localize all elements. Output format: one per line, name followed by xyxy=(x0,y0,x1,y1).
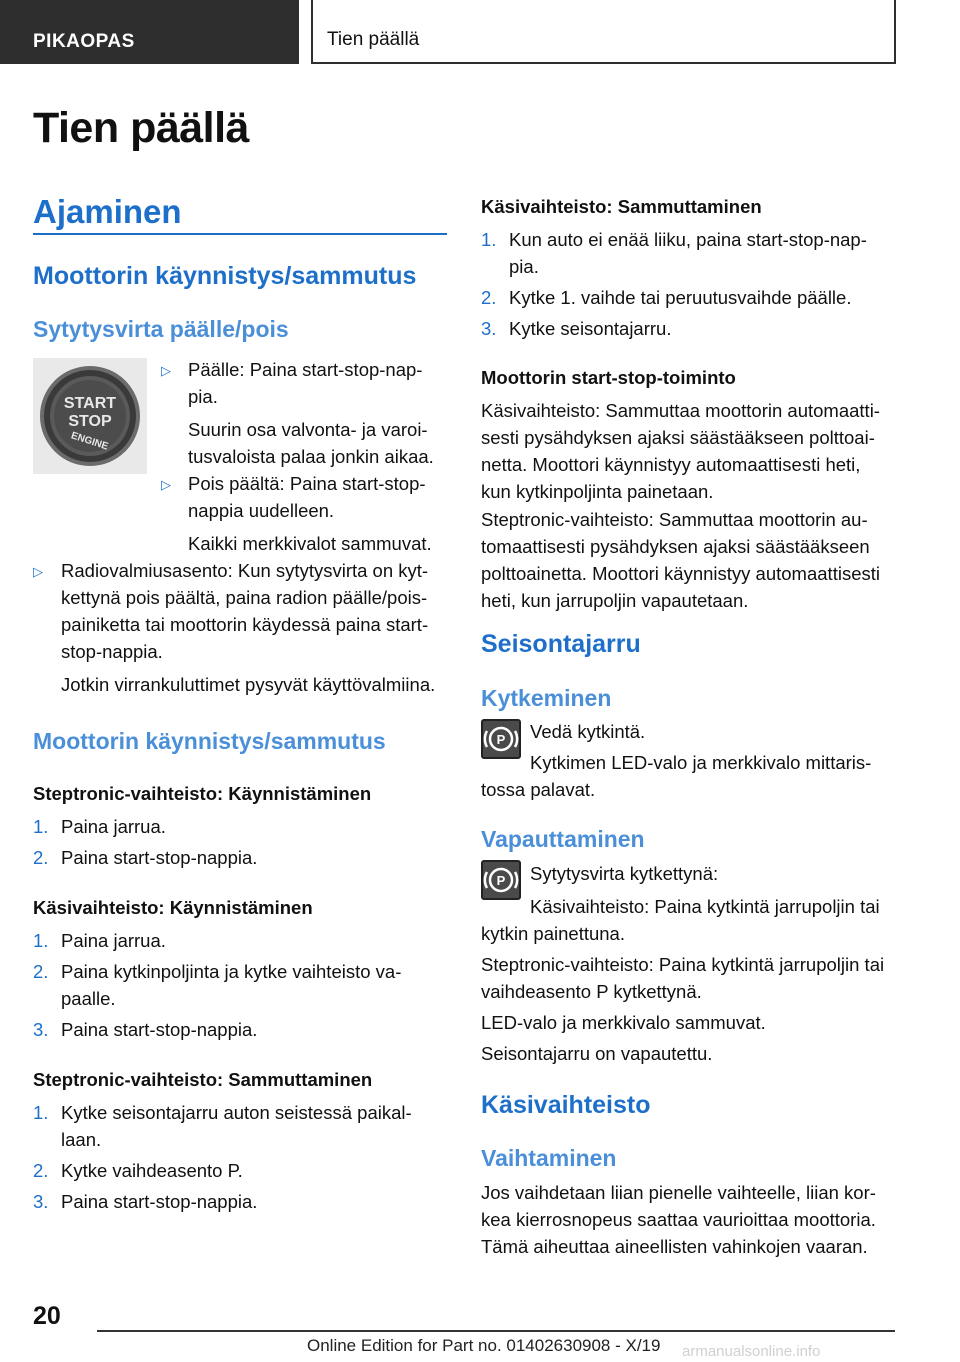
triangle-bullet-icon: ▷ xyxy=(33,564,43,579)
release-led-note: LED-valo ja merkkivalo sammuvat. xyxy=(481,1012,766,1033)
page-title: Tien päällä xyxy=(33,104,249,152)
heading-shifting: Vaihtaminen xyxy=(481,1145,617,1171)
button-label-engine: ENGINE xyxy=(69,430,110,453)
start-stop-button-image xyxy=(33,358,147,474)
release-manual: Käsivaihteisto: Paina kytkintä jarrupoljin tai kytkin painettuna. xyxy=(481,896,880,944)
shifting-warning: Jos vaihdetaan liian pienelle vaihteelle, liian kor- kea kierrosnopeus saattaa vaurioittaa moottoria. Tämä aiheuttaa aineellisten vahinkojen vaaran. xyxy=(481,1182,876,1257)
release-condition: Sytytysvirta kytkettynä: xyxy=(530,863,719,884)
heading-auto-start-stop: Moottorin start-stop-toiminto xyxy=(481,367,736,388)
button-label-stop: STOP xyxy=(68,413,112,430)
svg-text:P: P xyxy=(496,732,506,747)
footer-rule xyxy=(97,1330,895,1332)
section-rule xyxy=(33,233,447,235)
release-steptronic: Steptronic-vaihteisto: Paina kytkintä jarrupoljin tai vaihdeasento P kytkettynä. xyxy=(481,954,885,1002)
header-chapter-tab: Tien päällä xyxy=(311,0,896,64)
triangle-bullet-icon: ▷ xyxy=(161,363,171,378)
subsection-heading-start-stop: Moottorin käynnistys/sammutus xyxy=(33,262,417,290)
heading-steptronic-start: Steptronic-vaihteisto: Käynnistäminen xyxy=(33,783,372,804)
heading-release: Vapauttaminen xyxy=(481,826,645,852)
triangle-bullet-icon: ▷ xyxy=(161,477,171,492)
heading-steptronic-stop: Steptronic-vaihteisto: Sammuttaminen xyxy=(33,1069,373,1090)
paragraph-steptronic-auto-stop: Steptronic-vaihteisto: Sammuttaa moottorin au- tomaattisesti pysähdyksen ajaksi säästääkseen polttoainetta. Moottori käynnistyy automaattisesti heti, kun jarrupoljin vapautetaan. xyxy=(481,509,880,611)
heading-parking-brake: Seisontajarru xyxy=(481,630,641,658)
footer-edition: Online Edition for Part no. 01402630908 - X/19 xyxy=(307,1336,661,1355)
heading-ignition: Sytytysvirta päälle/pois xyxy=(33,316,289,342)
release-done-note: Seisontajarru on vapautettu. xyxy=(481,1043,713,1064)
button-label-start: START xyxy=(63,395,117,412)
heading-manual-transmission: Käsivaihteisto xyxy=(481,1091,651,1119)
svg-text:P: P xyxy=(496,873,506,888)
heading-engage: Kytkeminen xyxy=(481,685,612,711)
paragraph-manual-auto-stop: Käsivaihteisto: Sammuttaa moottorin automaatti- sesti pysähdyksen ajaksi säästääkseen polttoai- netta. Moottori käynnistyy automaattisesti heti, kun kytkinpoljinta painetaan. xyxy=(481,400,880,502)
heading-engine-start-stop: Moottorin käynnistys/sammutus xyxy=(33,728,386,754)
section-heading-ajaminen: Ajaminen xyxy=(33,193,182,230)
page-number: 20 xyxy=(33,1302,61,1330)
engage-note: Kytkimen LED-valo ja merkkivalo mittaris- tossa palavat. xyxy=(481,752,872,800)
heading-manual-start: Käsivaihteisto: Käynnistäminen xyxy=(33,897,313,918)
heading-manual-stop: Käsivaihteisto: Sammuttaminen xyxy=(481,196,762,217)
engage-instruction: Vedä kytkintä. xyxy=(530,721,646,742)
footer-watermark: armanualsonline.info xyxy=(682,1343,821,1360)
header-section-tab: PIKAOPAS xyxy=(0,0,299,64)
start-stop-button-icon xyxy=(33,358,147,474)
